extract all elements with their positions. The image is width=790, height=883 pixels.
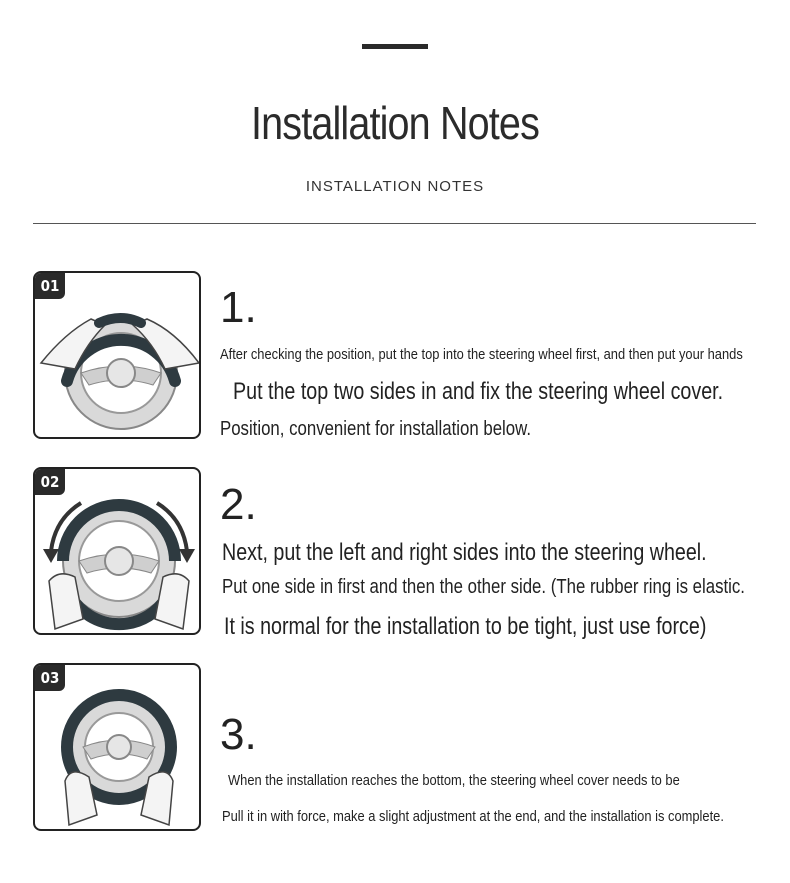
step-1-illustration <box>33 271 201 439</box>
header-accent-bar <box>362 44 428 49</box>
step-3-line-1: When the installation reaches the bottom, the steering wheel cover needs to be <box>228 772 680 789</box>
step-3-illustration <box>33 663 201 831</box>
page-subtitle: INSTALLATION NOTES <box>305 178 485 195</box>
step-2-line-2: Put one side in first and then the other side. (The rubber ring is elastic. <box>222 576 745 598</box>
step-2-number: 2. <box>220 480 257 529</box>
step-3-badge: 03 <box>35 665 65 691</box>
step-1-number: 1. <box>220 283 257 332</box>
step-2-line-1: Next, put the left and right sides into the steering wheel. <box>222 539 707 566</box>
header-divider <box>33 223 756 224</box>
step-2-badge: 02 <box>35 469 65 495</box>
step-3-line-2: Pull it in with force, make a slight adjustment at the end, and the installation is complete. <box>222 808 724 825</box>
step-1-line-3: Position, convenient for installation below. <box>220 418 531 440</box>
page-title: Installation Notes <box>251 97 539 149</box>
step-1-line-2: Put the top two sides in and fix the steering wheel cover. <box>233 378 724 405</box>
step-3-number: 3. <box>220 710 257 759</box>
step-2-illustration <box>33 467 201 635</box>
step-1-badge: 01 <box>35 273 65 299</box>
step-2-line-3: It is normal for the installation to be tight, just use force) <box>224 613 707 640</box>
step-1-line-1: After checking the position, put the top into the steering wheel first, and then put your hands <box>220 346 743 363</box>
